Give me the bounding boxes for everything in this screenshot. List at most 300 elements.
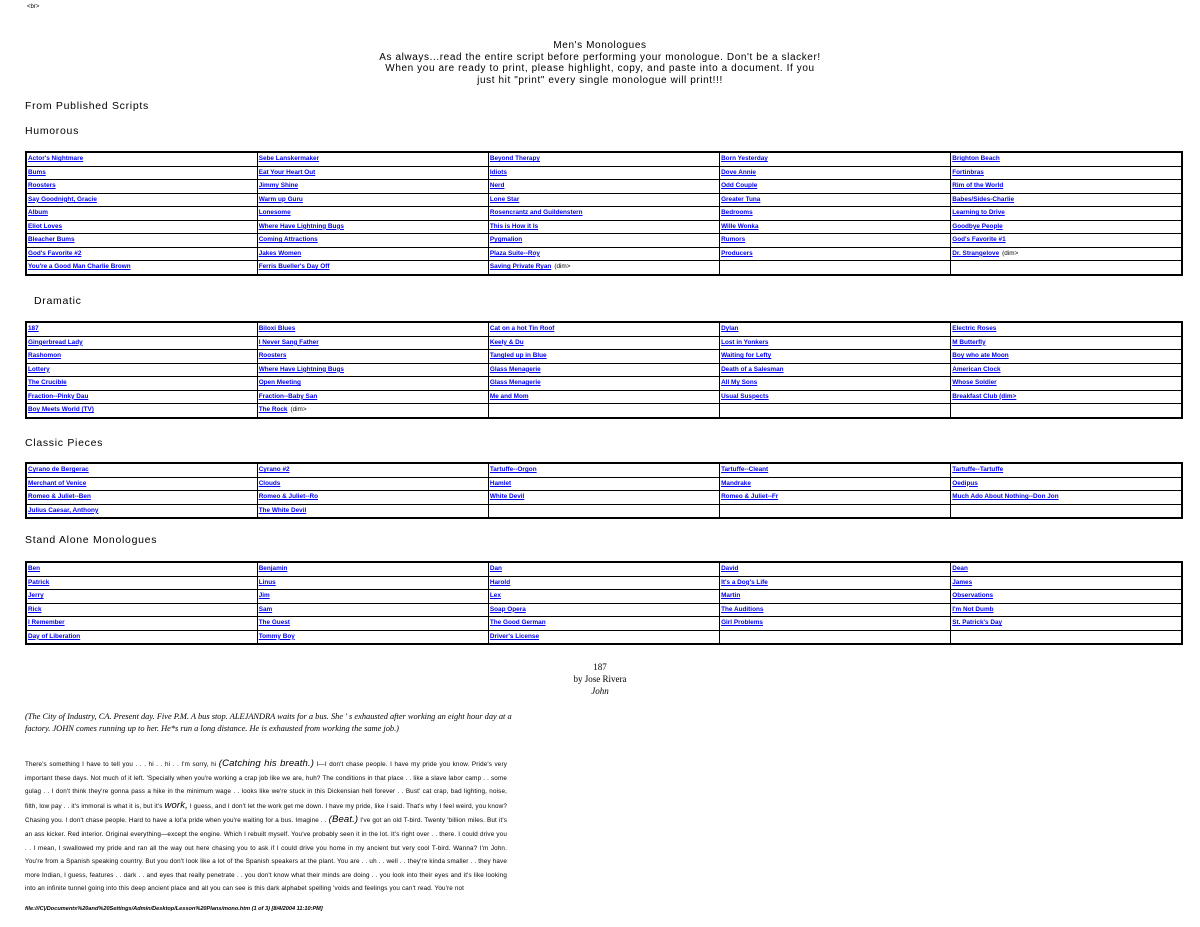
table-row [26,193,1182,207]
monologue-link[interactable]: American Clock [952,365,1001,373]
monologue-link[interactable]: Fraction--Baby San [258,392,318,400]
table-cell [488,576,719,590]
monologue-link[interactable]: The Good German [489,619,546,627]
monologue-link[interactable]: Producers [721,249,753,257]
monologue-link[interactable]: The Auditions [721,605,764,613]
monologue-link[interactable]: Babes/Sides-Charlie [952,195,1015,203]
table-cell [257,350,488,364]
monologue-link[interactable]: Glass Menagerie [489,365,541,373]
table-cell [951,377,1182,391]
monologue-link[interactable]: Rim of the World [952,182,1004,190]
monologue-link[interactable]: Lost in Yonkers [721,338,769,346]
table-cell [488,562,719,576]
table-cell [26,220,257,234]
table-cell [720,166,951,180]
monologue-link[interactable]: Day of Liberation [28,632,81,640]
table-cell [257,562,488,576]
monologue-link[interactable]: Say Goodnight, Gracie [28,195,97,203]
table-cell [488,363,719,377]
monologue-link[interactable]: Where Have Lightning Bugs [258,222,344,230]
corner-mark: <br> [27,4,40,10]
monologue-link[interactable]: Cyrano #2 [258,466,290,474]
table-cell [951,491,1182,505]
dramatic-monologue-table [25,321,1183,419]
table-row [26,477,1182,491]
table-cell [951,630,1182,644]
play-heading [0,661,1200,697]
table-cell [26,350,257,364]
monologue-text [25,757,507,896]
table-row [26,322,1182,336]
monologue-link[interactable]: Jerry [28,592,44,600]
table-cell [488,207,719,221]
monologue-link[interactable]: Roosters [28,182,56,190]
monologue-link[interactable]: Greater Tuna [721,195,761,203]
table-cell [26,390,257,404]
monologue-link[interactable]: Eat Your Heart Out [258,168,316,176]
table-cell [951,152,1182,166]
section-heading-standalone: Stand Alone Monologues [25,534,158,546]
table-cell [257,491,488,505]
table-cell [951,562,1182,576]
table-cell [257,630,488,644]
monologue-link[interactable]: Harold [489,578,511,586]
monologue-link[interactable]: Glass Menagerie [489,379,541,387]
table-cell [257,220,488,234]
monologue-link[interactable]: Dylan [721,325,739,333]
monologue-link[interactable]: Clouds [258,479,281,487]
monologue-link[interactable]: Patrick [28,578,50,586]
table-row [26,180,1182,194]
table-cell [951,477,1182,491]
table-cell [951,590,1182,604]
table-row [26,491,1182,505]
table-cell [951,207,1182,221]
monologue-link[interactable]: Roosters [258,352,287,360]
table-cell [488,350,719,364]
table-cell [257,261,488,275]
table-row [26,166,1182,180]
monologue-segment: I guess, and I don't let the work get me down. I have my pride, like I said. That's why I feel weird, you know? Chasing you. I don't chase people. Hard to have a lot'a pride when you're waiting for a bus. Imagine . . [25,802,508,825]
table-cell [257,404,488,418]
monologue-link[interactable]: Dr. Strangelove [952,249,1000,257]
monologue-link[interactable]: Wille Wonka [721,222,759,230]
table-cell [951,220,1182,234]
monologue-link[interactable]: Cat on a hot Tin Roof [489,325,555,333]
monologue-link[interactable]: The Rock [258,406,288,414]
monologue-link[interactable]: Lottery [28,365,50,373]
monologue-link[interactable]: God's Favorite #1 [952,236,1006,244]
monologue-link[interactable]: Idiots [489,168,507,176]
monologue-link[interactable]: Rumors [721,236,746,244]
table-cell [26,463,257,477]
monologue-link[interactable]: Rosencrantz and Guildenstern [489,209,583,217]
classic-monologue-table [25,462,1183,519]
table-row [26,404,1182,418]
page-footer: file:///C|/Documents%20and%20Settings/Admin/Desktop/Lesson%20Plans/mono.htm (1 of 3) [8/4/2004 11:10:PM] [25,906,323,912]
monologue-link[interactable]: Open Meeting [258,379,301,387]
table-cell [720,377,951,391]
table-cell [720,404,951,418]
table-cell [488,477,719,491]
table-row [26,463,1182,477]
monologue-link[interactable]: It's a Dog's Life [721,578,768,586]
table-cell [26,207,257,221]
table-cell [257,207,488,221]
table-cell [488,630,719,644]
table-cell [488,180,719,194]
table-cell [26,491,257,505]
monologue-link[interactable]: Jimmy Shine [258,182,299,190]
character-name: John [591,686,609,696]
monologue-link[interactable]: Bleacher Bums [28,236,75,244]
table-cell [257,617,488,631]
monologue-link[interactable]: Bums [28,168,46,176]
monologue-link[interactable]: Tangled up in Blue [489,352,547,360]
monologue-link[interactable]: Merchant of Venice [28,479,87,487]
monologue-link[interactable]: 187 [28,325,39,333]
monologue-link[interactable]: Hamlet [489,479,512,487]
monologue-link[interactable]: Lone Star [489,195,520,203]
table-cell [26,504,257,518]
table-cell [26,166,257,180]
monologue-link[interactable]: Girl Problems [721,619,763,627]
monologue-link[interactable]: Actor's Nightmare [28,155,84,163]
table-cell [951,247,1182,261]
monologue-link[interactable]: Gingerbread Lady [28,338,83,346]
monologue-link[interactable]: David [721,565,739,573]
monologue-link[interactable]: Rick [28,605,42,613]
monologue-link[interactable]: Romeo & Juliet--Ro [258,493,318,501]
monologue-link[interactable]: I'm Not Dumb [952,605,994,613]
monologue-link[interactable]: Boy who ate Moon [952,352,1009,360]
table-cell [720,363,951,377]
monologue-link[interactable]: Brighton Beach [952,155,1000,163]
table-cell [488,463,719,477]
table-cell [257,166,488,180]
monologue-link[interactable]: The Crucible [28,379,67,387]
monologue-link[interactable]: Much Ado About Nothing--Don Jon [952,493,1059,501]
monologue-link[interactable]: Ferris Bueller's Day Off [258,263,330,271]
monologue-link[interactable]: Coming Attractions [258,236,318,244]
table-cell [951,166,1182,180]
table-cell [720,234,951,248]
table-cell [720,193,951,207]
monologue-link[interactable]: Romeo & Juliet--Fr [721,493,779,501]
monologue-link[interactable]: Album [28,209,48,217]
monologue-link[interactable]: You're a Good Man Charlie Brown [28,263,131,271]
table-cell [257,247,488,261]
table-cell [488,390,719,404]
monologue-link[interactable]: James [952,578,973,586]
table-cell [257,180,488,194]
table-cell [488,234,719,248]
table-row [26,590,1182,604]
table-cell [488,377,719,391]
monologue-link[interactable]: Soap Opera [489,605,526,613]
table-cell [26,193,257,207]
monologue-link[interactable]: This is How it Is [489,222,539,230]
monologue-link[interactable]: Dan [489,565,502,573]
table-cell [257,504,488,518]
monologue-link[interactable]: Usual Suspects [721,392,769,400]
table-cell [951,576,1182,590]
table-cell [951,350,1182,364]
table-cell [26,234,257,248]
table-cell [951,336,1182,350]
table-cell [257,463,488,477]
table-row [26,603,1182,617]
monologue-link[interactable]: The Guest [258,619,290,627]
table-cell [488,491,719,505]
table-cell [26,603,257,617]
play-title: 187 [593,662,607,672]
monologue-link[interactable]: Whose Soldier [952,379,997,387]
section-heading-classic: Classic Pieces [25,437,104,449]
table-cell [26,576,257,590]
monologue-link[interactable]: Sam [258,605,273,613]
monologue-link[interactable]: Learning to Drive [952,209,1005,217]
table-cell [257,193,488,207]
monologue-link[interactable]: Martin [721,592,741,600]
table-cell [720,562,951,576]
page-title: Men's Monologues [553,40,647,51]
table-cell [488,590,719,604]
table-cell [26,152,257,166]
monologue-link[interactable]: Where Have Lightning Bugs [258,365,344,373]
table-cell [26,590,257,604]
table-cell [720,630,951,644]
monologue-link[interactable]: Dean [952,565,968,573]
table-cell [26,377,257,391]
monologue-link[interactable]: Death of a Salesman [721,365,784,373]
monologue-link[interactable]: All My Sons [721,379,758,387]
table-cell [26,404,257,418]
monologue-link[interactable]: Fortinbras [952,168,984,176]
table-cell [488,261,719,275]
monologue-link[interactable]: Electric Roses [952,325,997,333]
table-cell [720,590,951,604]
table-cell [720,180,951,194]
table-cell [257,377,488,391]
table-cell [488,404,719,418]
monologue-link[interactable]: Goodbye People [952,222,1003,230]
table-cell [257,336,488,350]
table-cell [720,207,951,221]
table-cell [26,261,257,275]
monologue-link[interactable]: Keely & Du [489,338,524,346]
table-cell [257,234,488,248]
table-row [26,363,1182,377]
monologue-link[interactable]: Dove Annie [721,168,756,176]
monologue-link[interactable]: Driver's License [489,632,539,640]
table-cell [26,562,257,576]
table-cell [257,590,488,604]
table-cell [720,617,951,631]
table-row [26,562,1182,576]
link-suffix: (dim> [1002,249,1019,257]
table-cell [720,247,951,261]
monologue-link[interactable]: Breakfast Club (dim> [952,392,1017,400]
table-cell [951,463,1182,477]
table-cell [488,617,719,631]
header-instruction: As always...read the entire script before performing your monologue. Don't be a slacker! [379,51,821,63]
table-cell [488,152,719,166]
monologue-link[interactable]: Fraction--Pinky Dau [28,392,89,400]
table-row [26,350,1182,364]
monologue-link[interactable]: Tartuffe--Orgon [489,466,537,474]
table-row [26,617,1182,631]
table-row [26,504,1182,518]
monologue-link[interactable]: Plaza Suite--Roy [489,249,540,257]
monologue-link[interactable]: The White Devil [258,506,307,514]
table-cell [720,152,951,166]
monologue-link[interactable]: Romeo & Juliet--Ben [28,493,91,501]
monologue-link[interactable]: M Butterfly [952,338,986,346]
section-heading-published: From Published Scripts [25,100,149,112]
monologue-link[interactable]: Jim [258,592,270,600]
play-byline: by Jose Rivera [573,674,627,684]
monologue-direction: (Catching his breath.) [218,758,315,769]
monologue-link[interactable]: Jakes Women [258,249,302,257]
table-cell [951,234,1182,248]
header-instruction: just hit "print" every single monologue will print!!! [477,74,723,86]
table-cell [720,477,951,491]
monologue-link[interactable]: Tartuffe--Cleant [721,466,769,474]
monologue-link[interactable]: Linus [258,578,276,586]
section-heading-humorous: Humorous [25,125,80,137]
monologue-link[interactable]: Cyrano de Bergerac [28,466,89,474]
table-cell [951,504,1182,518]
table-cell [257,363,488,377]
table-row [26,152,1182,166]
monologue-link[interactable]: Ben [28,565,41,573]
table-cell [488,322,719,336]
monologue-link[interactable]: Bedrooms [721,209,753,217]
monologue-link[interactable]: Oedipus [952,479,978,487]
table-cell [951,617,1182,631]
monologue-link[interactable]: Saving Private Ryan [489,263,552,271]
table-cell [257,603,488,617]
table-cell [257,477,488,491]
table-cell [720,576,951,590]
table-cell [257,152,488,166]
monologue-link[interactable]: Tartuffe--Tartuffe [952,466,1004,474]
table-cell [951,322,1182,336]
standalone-monologue-table [25,561,1183,645]
table-cell [26,322,257,336]
monologue-link[interactable]: Warm up Guru [258,195,303,203]
monologue-link[interactable]: Julius Caesar, Anthony [28,506,99,514]
page-header [0,40,1200,86]
monologue-link[interactable]: St. Patrick's Day [952,619,1003,627]
table-cell [720,390,951,404]
table-cell [951,390,1182,404]
monologue-segment: I—I don't chase people. I have my pride you know. Pride's very important these days. Not much of it left. 'Specially when you're working a crap job like we are, huh? The conditions in that place . . like a slave labor camp . . some gulag . . I don't think they're gonna pass a hike in the minimum wage . . looks like we're stuck in this Dickensian hell forever . . Bust' cat crap, bad lighting, noise, filth, low pay . . it's immoral is what it is, but it's [25,761,507,810]
monologue-link[interactable]: Waiting for Lefty [721,352,772,360]
monologue-link[interactable]: I Never Sang Father [258,338,319,346]
table-cell [26,477,257,491]
monologue-segment: I've got an old T-bird. Twenty 'billion miles. But it's an ass kicker. Red interior. Original everything—except the engine. Which I rebuilt myself. You've probably seen it in the lot. It's right over . . there. I could drive you . . I mean, I swallowed my pride and ran all the way out here chasing you to ask if I could drive you home in my ancient but very cool T-bird. Wanna? I'm John. You're from a Spanish speaking country. But you don't look like a lot of the Spanish speakers at the plant. You are . . uh . . well . . they're kinda smaller . . they have more Indian, I guess, features . . dark . . and eyes that really penetrate . . you don't know what their minds are doing . . you look into their eyes and it's like looking into an infinite tunnel going into this deep ancient place and all you can see is this dark alphabet spelling 'voids and feelings you can't read. You're not [25,817,508,893]
table-row [26,247,1182,261]
table-cell [26,617,257,631]
monologue-link[interactable]: Eliot Loves [28,222,63,230]
table-cell [951,261,1182,275]
monologue-link[interactable]: Boy Meets World (TV) [28,406,94,414]
monologue-link[interactable]: Rashomon [28,352,62,360]
monologue-link[interactable]: Biloxi Blues [258,325,296,333]
link-suffix: (dim> [290,406,307,414]
table-row [26,207,1182,221]
table-cell [720,261,951,275]
table-cell [951,180,1182,194]
table-cell [951,193,1182,207]
monologue-link[interactable]: Lex [489,592,501,600]
table-row [26,576,1182,590]
stage-direction: (The City of Industry, CA. Present day. Five P.M. A bus stop. ALEJANDRA waits for a bus. She ' s exhausted after working an eight hour day at a factory. JOHN comes running up to her. He*s run a long distance. He is exhausted from working the same job.) [25,712,512,733]
monologue-link[interactable]: Beyond Therapy [489,155,540,163]
monologue-link[interactable]: Sebe Lanskermaker [258,155,320,163]
link-suffix: (dim> [554,263,571,271]
monologue-link[interactable]: Pygmalion [489,236,523,244]
table-cell [720,322,951,336]
table-cell [257,322,488,336]
table-row [26,630,1182,644]
table-cell [720,504,951,518]
table-cell [488,166,719,180]
table-row [26,336,1182,350]
monologue-direction: (Beat.) [328,814,359,826]
monologue-link[interactable]: I Remember [28,619,65,627]
table-cell [26,180,257,194]
table-row [26,390,1182,404]
monologue-link[interactable]: Nerd [489,182,505,190]
monologue-segment: There's something I have to tell you . . . hi . . hi . . I'm sorry, hi [25,761,217,768]
table-cell [257,576,488,590]
monologue-link[interactable]: Lonesome [258,209,291,217]
header-instruction: When you are ready to print, please highlight, copy, and paste into a document. If you [385,63,815,74]
monologue-link[interactable]: Odd Couple [721,182,758,190]
table-cell [951,363,1182,377]
table-cell [257,390,488,404]
table-row [26,377,1182,391]
section-heading-dramatic: Dramatic [34,295,82,307]
table-cell [26,630,257,644]
monologue-link[interactable]: White Devil [489,493,525,501]
table-cell [26,247,257,261]
table-cell [720,336,951,350]
table-cell [720,463,951,477]
monologue-link[interactable]: Mandrake [721,479,751,487]
humorous-monologue-table [25,151,1183,276]
table-cell [488,603,719,617]
table-cell [720,350,951,364]
table-cell [951,404,1182,418]
monologue-link[interactable]: Tommy Boy [258,632,295,640]
table-cell [488,247,719,261]
table-cell [488,193,719,207]
table-cell [26,363,257,377]
table-cell [26,336,257,350]
table-row [26,261,1182,275]
table-cell [488,336,719,350]
monologue-link[interactable]: Born Yesterday [721,155,768,163]
table-row [26,220,1182,234]
monologue-link[interactable]: God's Favorite #2 [28,249,82,257]
monologue-link[interactable]: Benjamin [258,565,288,573]
monologue-link[interactable]: Observations [952,592,994,600]
monologue-link[interactable]: Me and Mom [489,392,529,400]
